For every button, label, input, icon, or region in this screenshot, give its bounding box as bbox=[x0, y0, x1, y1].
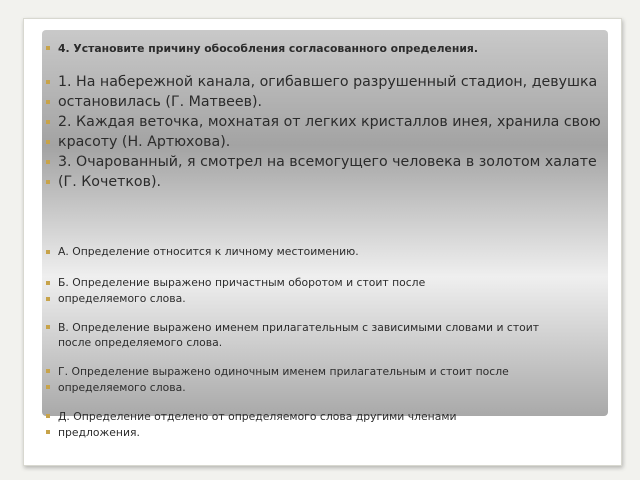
option-g-line1: Г. Определение выражено одиночным именем прилагательным и стоит после bbox=[58, 365, 509, 378]
bullet-icon bbox=[46, 325, 50, 329]
option-v-line2: после определяемого слова. bbox=[58, 336, 223, 349]
sentence-line: (Г. Кочетков). bbox=[58, 174, 161, 190]
bullet-icon bbox=[46, 414, 50, 418]
bullet-icon bbox=[46, 120, 50, 124]
bullet-icon bbox=[46, 160, 50, 164]
bullet-icon bbox=[46, 100, 50, 104]
bullet-icon bbox=[46, 369, 50, 373]
bullet-icon bbox=[46, 430, 50, 434]
option-a: А. Определение относится к личному местоимению. bbox=[58, 245, 359, 258]
option-g-line2: определяемого слова. bbox=[58, 381, 186, 394]
bullet-icon bbox=[46, 80, 50, 84]
sentence-line: 2. Каждая веточка, мохнатая от легких кристаллов инея, хранила свою bbox=[58, 114, 601, 130]
option-d-line2: предложения. bbox=[58, 426, 140, 439]
option-v-line1: В. Определение выражено именем прилагательным с зависимыми словами и стоит bbox=[58, 321, 540, 334]
bullet-icon bbox=[46, 297, 50, 301]
sentence-line: остановилась (Г. Матвеев). bbox=[58, 94, 263, 110]
bullet-icon bbox=[46, 385, 50, 389]
sentence-line: 1. На набережной канала, огибавшего разрушенный стадион, девушка bbox=[58, 74, 598, 90]
option-b-line1: Б. Определение выражено причастным оборотом и стоит после bbox=[58, 276, 426, 289]
bullet-icon bbox=[46, 180, 50, 184]
sentence-line: красоту (Н. Артюхова). bbox=[58, 134, 231, 150]
bullet-icon bbox=[46, 140, 50, 144]
bullet-icon bbox=[46, 250, 50, 254]
bullet-icon bbox=[46, 281, 50, 285]
task-title: 4. Установите причину обособления согласованного определения. bbox=[58, 42, 478, 55]
option-d-line1: Д. Определение отделено от определяемого слова другими членами bbox=[58, 410, 457, 423]
bullet-icon bbox=[46, 46, 50, 50]
option-b-line2: определяемого слова. bbox=[58, 292, 186, 305]
sentence-line: 3. Очарованный, я смотрел на всемогущего человека в золотом халате bbox=[58, 154, 597, 170]
